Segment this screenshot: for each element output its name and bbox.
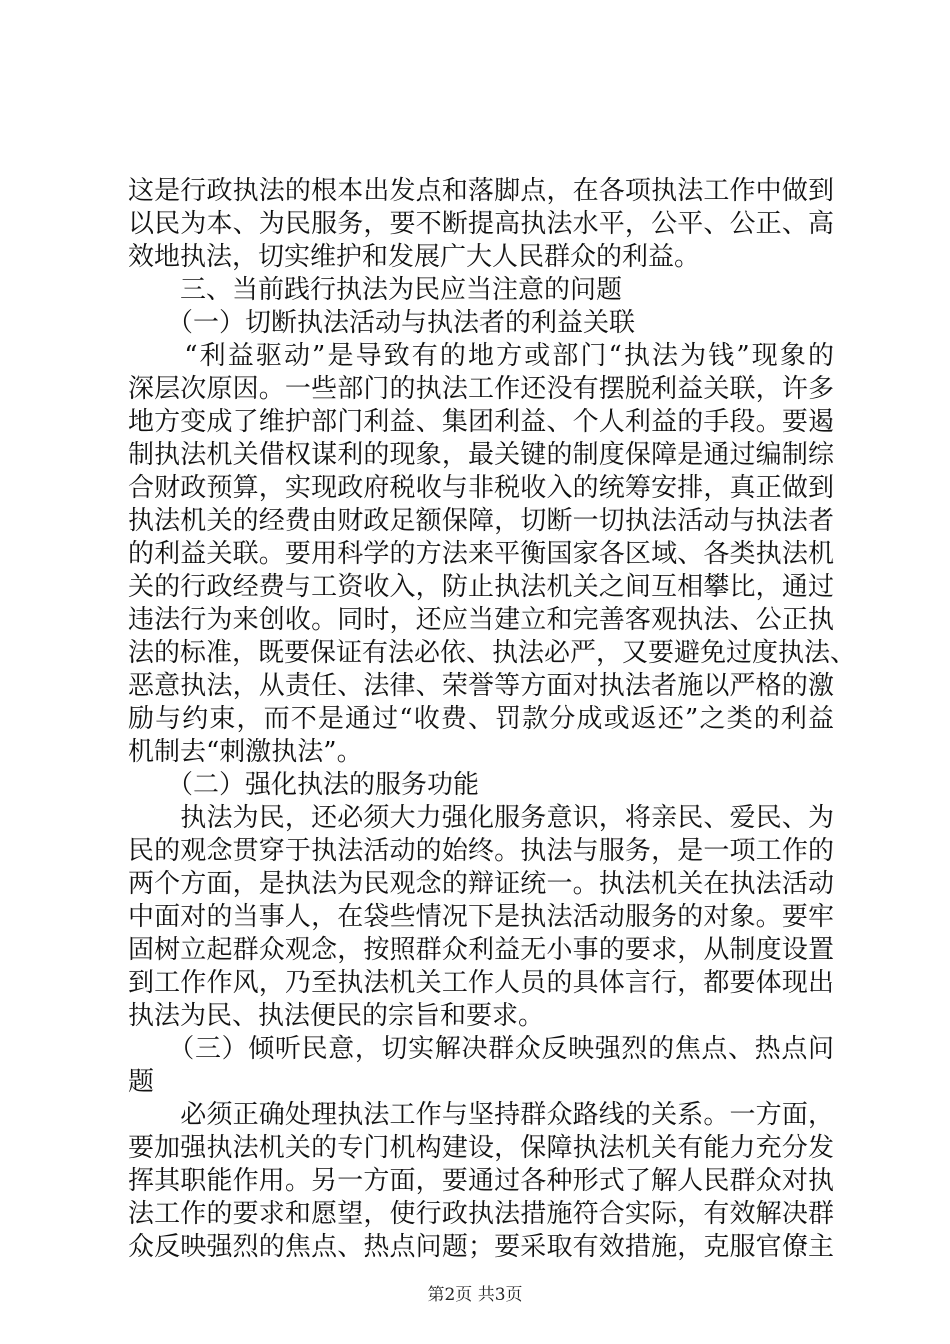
subsection-heading: 题	[128, 1067, 155, 1097]
text-line: 法的标准，既要保证有法必依、执法必严，又要避免过度执法、	[128, 638, 857, 668]
text-line: 这是行政执法的根本出发点和落脚点，在各项执法工作中做到	[128, 176, 834, 206]
subsection-heading: （二）强化执法的服务功能	[128, 770, 480, 800]
subsection-heading: （一）切断执法活动与执法者的利益关联	[128, 308, 636, 338]
subsection-heading: （三）倾听民意，切实解决群众反映强烈的焦点、热点问	[128, 1034, 834, 1064]
text-line: 众反映强烈的焦点、热点问题；要采取有效措施，克服官僚主	[128, 1232, 834, 1262]
text-line: 深层次原因。一些部门的执法工作还没有摆脱利益关联，许多	[128, 374, 834, 404]
text-line: 励与约束，而不是通过“收费、罚款分成或返还”之类的利益	[128, 704, 834, 734]
text-line: 执法为民、执法便民的宗旨和要求。	[128, 1001, 545, 1031]
text-line: 关的行政经费与工资收入，防止执法机关之间互相攀比，通过	[128, 572, 834, 602]
text-line: 要加强执法机关的专门机构建设，保障执法机关有能力充分发	[128, 1133, 834, 1163]
text-line: 以民为本、为民服务，要不断提高执法水平，公平、公正、高	[128, 209, 834, 239]
text-line: 执法机关的经费由财政足额保障，切断一切执法活动与执法者	[128, 506, 834, 536]
section-heading: 三、当前践行执法为民应当注意的问题	[128, 275, 623, 305]
text-line: 必须正确处理执法工作与坚持群众路线的关系。一方面，	[128, 1100, 834, 1130]
text-line: 到工作作风，乃至执法机关工作人员的具体言行，都要体现出	[128, 968, 834, 998]
text-line: 挥其职能作用。另一方面，要通过各种形式了解人民群众对执	[128, 1166, 834, 1196]
text-line: 违法行为来创收。同时，还应当建立和完善客观执法、公正执	[128, 605, 834, 635]
text-line: 的利益关联。要用科学的方法来平衡国家各区域、各类执法机	[128, 539, 834, 569]
page-number: 第2页 共3页	[427, 1285, 523, 1305]
text-line: 固树立起群众观念，按照群众利益无小事的要求，从制度设置	[128, 935, 834, 965]
text-line: 地方变成了维护部门利益、集团利益、个人利益的手段。要遏	[128, 407, 834, 437]
text-line: 中面对的当事人，在袋些情况下是执法活动服务的对象。要牢	[128, 902, 834, 932]
text-line: 民的观念贯穿于执法活动的始终。执法与服务，是一项工作的	[128, 836, 834, 866]
text-line: 合财政预算，实现政府税收与非税收入的统筹安排，真正做到	[128, 473, 834, 503]
text-line: 法工作的要求和愿望，使行政执法措施符合实际，有效解决群	[128, 1199, 834, 1229]
text-line: 效地执法，切实维护和发展广大人民群众的利益。	[128, 242, 701, 272]
text-line: 制执法机关借权谋利的现象，最关键的制度保障是通过编制综	[128, 440, 834, 470]
text-line: 恶意执法，从责任、法律、荣誉等方面对执法者施以严格的激	[128, 671, 834, 701]
text-line: 两个方面，是执法为民观念的辩证统一。执法机关在执法活动	[128, 869, 834, 899]
text-line: 机制去“刺激执法”。	[128, 737, 363, 767]
text-line: 执法为民，还必须大力强化服务意识，将亲民、爱民、为	[128, 803, 834, 833]
text-line: “利益驱动”是导致有的地方或部门“执法为钱”现象的	[128, 341, 834, 371]
